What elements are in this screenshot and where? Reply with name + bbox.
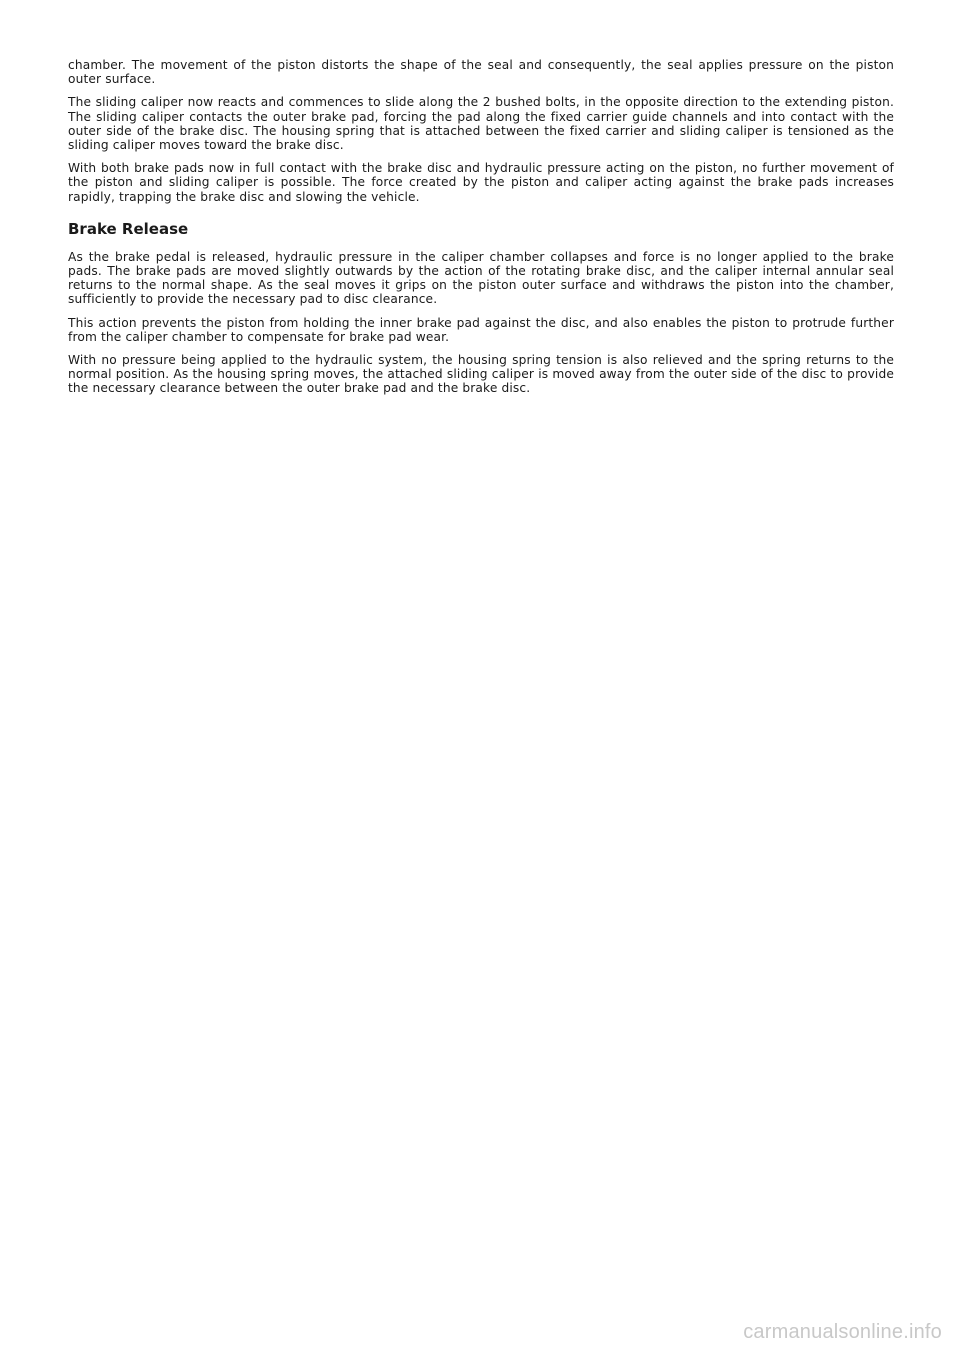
paragraph-full-contact: With both brake pads now in full contact with the brake disc and hydraulic pressure acting on the piston, no further movement of the piston and sliding caliper is possible. The force created by the piston and caliper acting against the brake pads increases rapidly, trapping the brake disc and slowing the vehicle. [68, 161, 894, 204]
document-page [68, 58, 894, 405]
paragraph-piston-protrude: This action prevents the piston from holding the inner brake pad against the disc, and also enables the piston to protrude further from the caliper chamber to compensate for brake pad wear. [68, 315, 894, 344]
paragraph-pedal-released: As the brake pedal is released, hydraulic pressure in the caliper chamber collapses and force is no longer applied to the brake pads. The brake pads are moved slightly outwards by the action of the rotating brake disc, and the caliper internal annular seal returns to the normal shape. As the seal moves it grips on the piston outer surface and withdraws the piston into the chamber, sufficiently to provide the necessary pad to disc clearance. [68, 249, 894, 307]
paragraph-spring-returns: With no pressure being applied to the hydraulic system, the housing spring tension is also relieved and the spring returns to the normal position. As the housing spring moves, the attached sliding caliper is moved away from the outer side of the disc to provide the necessary clearance between the outer brake pad and the brake disc. [68, 353, 894, 396]
paragraph-piston-seal: chamber. The movement of the piston distorts the shape of the seal and consequently, the seal applies pressure on the piston outer surface. [68, 58, 894, 87]
paragraph-sliding-caliper: The sliding caliper now reacts and commences to slide along the 2 bushed bolts, in the opposite direction to the extending piston. The sliding caliper contacts the outer brake pad, forcing the pad along the fixed carrier guide channels and into contact with the outer side of the brake disc. The housing spring that is attached between the fixed carrier and sliding caliper is tensioned as the sliding caliper moves toward the brake disc. [68, 95, 894, 153]
site-watermark: carmanualsonline.info [743, 1321, 942, 1343]
section-heading-brake-release: Brake Release [68, 219, 189, 238]
